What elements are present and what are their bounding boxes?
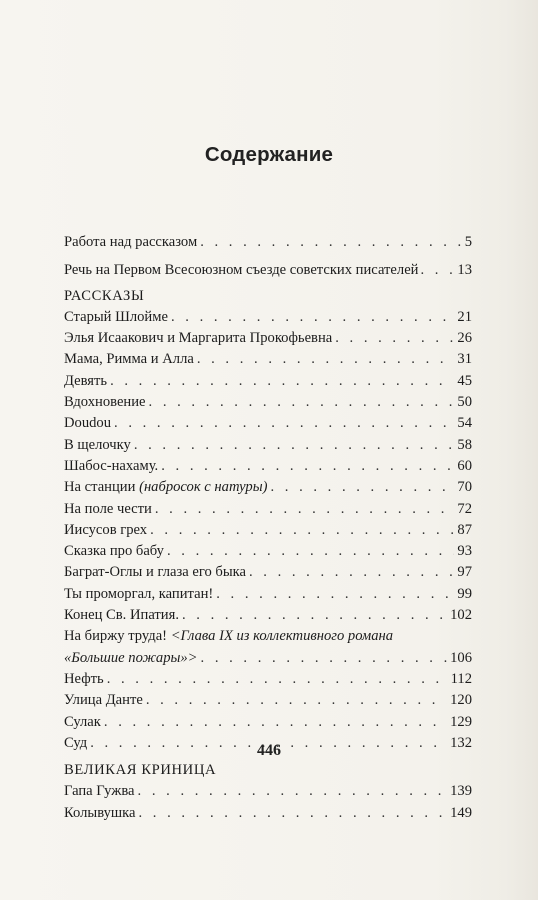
table-of-contents	[64, 232, 472, 824]
toc-entry-label-main: На биржу труда!	[64, 628, 168, 645]
dot-leader	[138, 781, 448, 802]
toc-entry-label: Речь на Первом Всесоюзном съезде советских писателей	[64, 262, 419, 279]
toc-entry-label: Гапа Гужва	[64, 783, 135, 800]
toc-entry	[64, 232, 472, 253]
dot-leader	[171, 307, 454, 328]
toc-entry-label: Колывушка	[64, 804, 136, 821]
toc-entry	[64, 392, 472, 413]
toc-entry-page: 45	[457, 372, 472, 389]
dot-leader	[249, 562, 454, 583]
toc-entry-page: 112	[450, 670, 472, 687]
toc-entry-page: 31	[457, 351, 472, 368]
dot-leader	[167, 541, 454, 562]
toc-entry-label: Элья Исаакович и Маргарита Прокофьевна	[64, 330, 333, 347]
dot-leader	[161, 456, 454, 477]
toc-entry-page: 72	[457, 500, 472, 517]
dot-leader	[420, 260, 455, 281]
toc-entry	[64, 477, 472, 498]
toc-entry	[64, 371, 472, 392]
toc-entry-page: 70	[457, 479, 472, 496]
toc-entry-page: 50	[457, 394, 472, 411]
toc-entry-page: 97	[457, 564, 472, 581]
section-heading: ВЕЛИКАЯ КРИНИЦА	[64, 762, 217, 779]
toc-entry	[64, 803, 472, 824]
toc-entry	[64, 626, 472, 647]
toc-entry-label-subtitle: «Большие пожары»>	[64, 649, 198, 666]
toc-entry-label: Ты проморгал, капитан!	[64, 585, 214, 602]
toc-entry	[64, 499, 472, 520]
toc-entry-label: Вдохновение	[64, 394, 146, 411]
toc-entry-label-subtitle: <Глава IX из коллективного романа	[170, 628, 394, 645]
toc-entry-label: На поле чести	[64, 500, 152, 517]
toc-entry-page: 129	[450, 713, 472, 730]
toc-entry-label: Иисусов грех	[64, 521, 148, 538]
toc-entry-page: 93	[457, 543, 472, 560]
toc-entry-label	[64, 626, 472, 647]
dot-leader	[138, 803, 447, 824]
toc-entry-label: Конец Св. Ипатия.	[64, 607, 179, 624]
toc-entry	[64, 328, 472, 349]
dot-leader	[270, 477, 454, 498]
toc-entry	[64, 260, 472, 281]
dot-leader	[114, 413, 454, 434]
toc-entry-page: 102	[450, 607, 472, 624]
dot-leader	[149, 392, 455, 413]
toc-entry-label: Девять	[64, 372, 108, 389]
dot-leader	[216, 584, 454, 605]
toc-entry-label: Улица Данте	[64, 692, 143, 709]
toc-entry	[64, 307, 472, 328]
toc-entry-page: 139	[450, 783, 472, 800]
toc-entry	[64, 562, 472, 583]
dot-leader	[107, 669, 448, 690]
dot-leader	[150, 520, 454, 541]
toc-entry	[64, 605, 472, 626]
toc-entry-page: 120	[450, 692, 472, 709]
toc-entry	[64, 584, 472, 605]
toc-entry-page: 60	[457, 457, 472, 474]
toc-entry	[64, 712, 472, 733]
page-number: 446	[257, 742, 281, 759]
toc-entry-page: 54	[457, 415, 472, 432]
page-title: Содержание	[204, 143, 334, 166]
toc-entry	[64, 349, 472, 370]
toc-entry-page: 149	[450, 804, 472, 821]
toc-entry-label: Мама, Римма и Алла	[64, 351, 194, 368]
toc-entry-label: Сказка про бабу	[64, 543, 164, 560]
dot-leader	[110, 371, 454, 392]
toc-entry-label: Сулак	[64, 713, 101, 730]
toc-entry	[64, 690, 472, 711]
toc-entry-label-subtitle: (набросок с натуры)	[139, 479, 268, 496]
toc-entry-continuation	[64, 648, 472, 669]
dot-leader	[104, 712, 447, 733]
toc-entry-page: 13	[457, 262, 472, 279]
dot-leader	[155, 499, 455, 520]
toc-entry	[64, 541, 472, 562]
dot-leader	[335, 328, 454, 349]
toc-entry-label: Суд	[64, 734, 88, 751]
dot-leader	[146, 690, 447, 711]
toc-entry-label: Шабос-нахаму.	[64, 457, 159, 474]
toc-entry	[64, 413, 472, 434]
toc-entry-label: В щелочку	[64, 436, 131, 453]
toc-entry	[64, 520, 472, 541]
section-heading: РАССКАЗЫ	[64, 287, 145, 304]
dot-leader	[182, 605, 447, 626]
toc-entry-page: 132	[450, 734, 472, 751]
toc-entry-label: Нефть	[64, 670, 104, 687]
dot-leader	[197, 349, 455, 370]
toc-entry-page: 5	[464, 234, 472, 250]
dot-leader	[200, 232, 462, 253]
toc-entry-label: Doudou	[64, 415, 112, 432]
dot-leader	[201, 648, 448, 669]
toc-entry-label-main: На станции	[64, 479, 136, 496]
toc-entry	[64, 435, 472, 456]
toc-entry-page: 21	[457, 308, 472, 325]
toc-entry	[64, 669, 472, 690]
toc-entry-page: 87	[457, 521, 472, 538]
toc-entry	[64, 781, 472, 802]
toc-entry-label: Работа над рассказом	[64, 234, 198, 250]
dot-leader	[134, 435, 455, 456]
toc-entry	[64, 456, 472, 477]
toc-entry-label: Старый Шлойме	[64, 308, 168, 325]
toc-entry-page: 58	[457, 436, 472, 453]
toc-entry-label: Баграт-Оглы и глаза его быка	[64, 564, 246, 581]
toc-entry-page: 106	[450, 649, 472, 666]
toc-entry-label	[64, 477, 267, 498]
toc-entry-page: 99	[457, 585, 472, 602]
toc-entry-page: 26	[457, 330, 472, 347]
